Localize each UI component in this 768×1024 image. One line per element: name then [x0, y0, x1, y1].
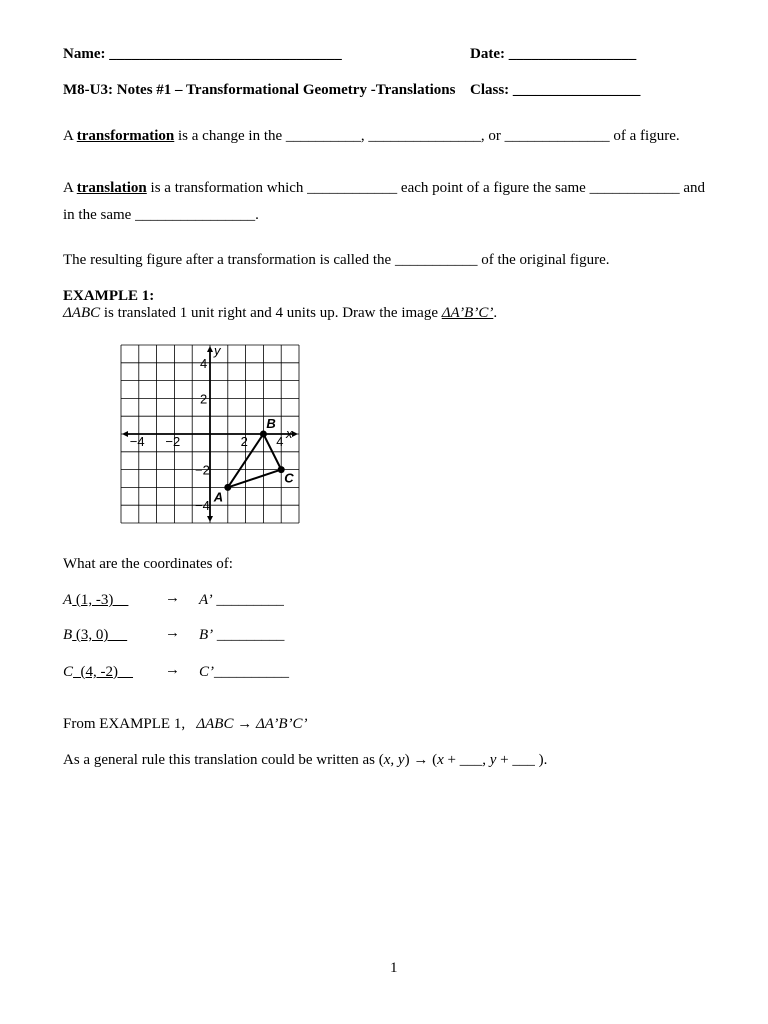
arrow-icon: →	[165, 662, 180, 678]
rule-mid: ) → (	[404, 752, 438, 768]
axis-arrowhead	[207, 346, 213, 352]
coordinate-row-c	[63, 664, 133, 681]
point-label-b: B	[266, 416, 276, 431]
translation-definition-line2: in the same ________________.	[63, 207, 259, 223]
example-prompt	[63, 305, 497, 322]
y-tick-label: 2	[200, 391, 208, 407]
x-tick-label: −2	[165, 434, 181, 449]
x-tick-label: 4	[276, 434, 284, 449]
name-field: Name: _______________________________	[63, 46, 342, 62]
class-field: Class: _________________	[470, 82, 641, 98]
rule-prefix: As a general rule this translation could be written as (	[63, 752, 384, 768]
point-given: (4, -2)	[73, 664, 134, 680]
answer-blank[interactable]: _________	[212, 592, 284, 608]
triangle-abc-plot	[213, 416, 294, 504]
point-label: B	[63, 627, 73, 643]
point-a	[224, 484, 231, 491]
y-axis-label: y	[214, 343, 221, 358]
arrow-icon: →	[165, 590, 180, 606]
image-point-label: B’	[199, 627, 214, 643]
image-definition: The resulting figure after a transformation is called the ___________ of the original figure.	[63, 252, 610, 268]
definition-prefix: A	[63, 128, 77, 144]
y-tick-label: −4	[195, 498, 210, 514]
axis-arrowhead	[292, 431, 298, 437]
arrow-icon: →	[237, 716, 253, 732]
definition-prefix: A	[63, 180, 77, 196]
axes	[122, 346, 298, 522]
from-example-line	[63, 716, 308, 733]
answer-blank[interactable]: _________	[213, 627, 285, 643]
x-tick-label: 2	[240, 434, 248, 449]
page-number: 1	[390, 960, 398, 976]
example-heading: EXAMPLE 1:	[63, 288, 155, 304]
prompt-text: is translated 1 unit right and 4 units up. Draw the image	[100, 305, 442, 321]
triangle-abc-expr: ΔABC	[196, 716, 234, 732]
coordinate-row-b	[63, 627, 127, 644]
rule-xy: x, y	[383, 752, 405, 768]
image-point-row-b	[199, 627, 284, 644]
term-transformation: transformation	[76, 128, 175, 144]
point-label-a: A	[213, 489, 224, 505]
image-point-label: A’	[199, 592, 213, 608]
definition-text: is a change in the __________, _______________, or ______________ of a figure.	[174, 128, 680, 144]
point-b	[260, 431, 267, 438]
rule-x-blank[interactable]: + ___,	[443, 752, 490, 768]
triangle-image: ΔA’B’C’	[441, 305, 494, 321]
coordinate-row-a	[63, 592, 128, 609]
axis-arrowhead	[207, 516, 213, 522]
image-point-row-c	[199, 664, 289, 681]
image-point-row-a	[199, 592, 284, 609]
date-field: Date: _________________	[470, 46, 637, 62]
triangle-image-expr: ΔA’B’C’	[255, 716, 308, 732]
translation-definition-line1	[63, 180, 705, 197]
axis-arrowhead	[122, 431, 128, 437]
y-tick-label: 4	[200, 355, 208, 371]
page-title: M8-U3: Notes #1 – Transformational Geometry -Translations	[63, 82, 456, 98]
triangle-abc: ΔABC	[63, 305, 101, 321]
coordinate-grid[interactable]	[115, 340, 305, 532]
image-point-label: C’	[199, 664, 214, 680]
point-given: (3, 0)	[72, 627, 128, 643]
coordinates-question: What are the coordinates of:	[63, 556, 233, 572]
x-axis-label: x	[286, 426, 293, 441]
point-label: C	[63, 664, 74, 680]
point-given: (1, -3)	[72, 592, 129, 608]
triangle-abc-outline	[228, 434, 284, 487]
term-translation: translation	[76, 180, 147, 196]
point-label: A	[63, 592, 73, 608]
point-label-c: C	[284, 470, 294, 486]
rule-y: y	[489, 752, 497, 768]
y-tick-label: −2	[195, 462, 210, 478]
prompt-end: .	[493, 305, 498, 321]
definition-text: is a transformation which ____________ each point of a figure the same ____________ and	[146, 180, 705, 196]
general-rule-line	[63, 752, 547, 769]
rule-x: x	[437, 752, 444, 768]
rule-y-blank[interactable]: + ___ ).	[496, 752, 548, 768]
answer-blank[interactable]: __________	[214, 664, 289, 680]
x-tick-label: −4	[129, 434, 145, 449]
transformation-definition	[63, 128, 680, 145]
arrow-icon: →	[165, 625, 180, 641]
from-text: From EXAMPLE 1,	[63, 716, 186, 732]
